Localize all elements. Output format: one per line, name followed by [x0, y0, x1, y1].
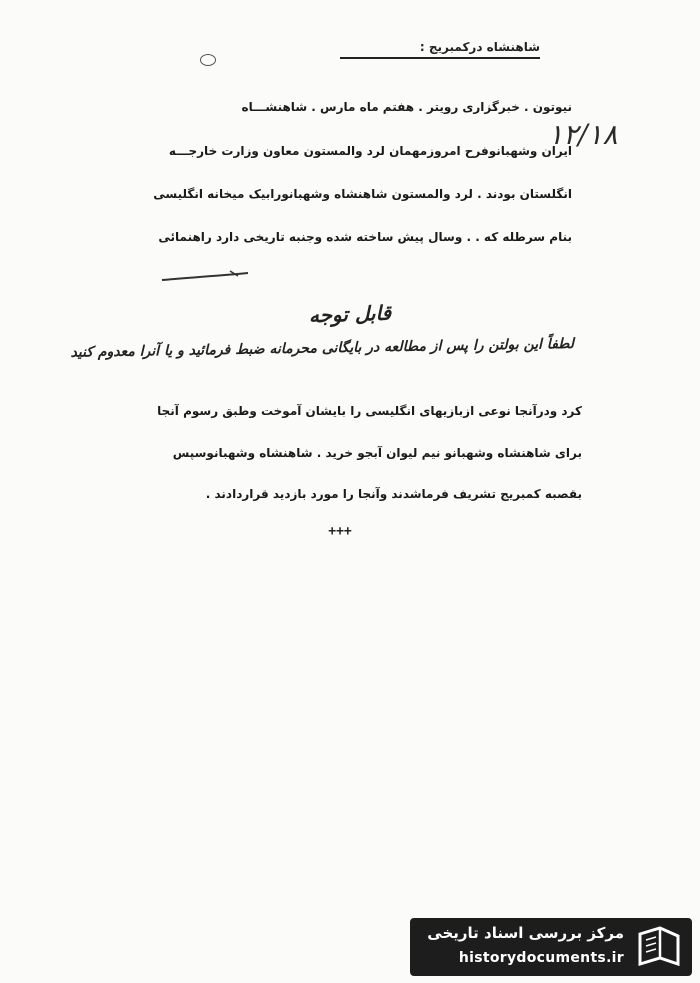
footer-name-fa: مرکز بررسی اسناد تاریخی — [427, 924, 624, 942]
footer-watermark — [410, 918, 692, 976]
handwritten-note: لطفاً این بولتن را پس از مطالعه در بایگانی محرمانه ضبط فرمائید و یا آنرا معدوم کنید — [70, 336, 575, 361]
circle-mark — [200, 54, 216, 66]
body-line-7: بقصبه کمبریج تشریف فرماشدند وآنجا را مورد بازدید قراردادند . — [205, 487, 582, 501]
body-line-2: ایران وشهبانوفرح امروزمهمان لرد والمستون معاون وزارت خارجـــه — [168, 144, 572, 158]
end-mark: +++ — [328, 524, 352, 539]
handwritten-title: قابل توجه — [308, 300, 392, 328]
body-line-4: بنام سرطله که . . وسال پیش ساخته شده وجنبه تاریخی دارد راهنمائی — [158, 230, 572, 244]
body-line-1: نیوتون . خبرگزاری رویتر . هفتم ماه مارس . شاهنشـــاه — [241, 100, 572, 114]
header-title: شاهنشاه درکمبریج : — [340, 40, 540, 59]
book-logo-icon — [634, 924, 684, 970]
pen-stroke — [160, 270, 250, 284]
body-line-5: کرد ودرآنجا نوعی ازبازیهای انگلیسی را بایشان آموخت وطبق رسوم آنجا — [157, 404, 582, 418]
handwritten-page-number: ۱۲/۱۸ — [548, 118, 618, 151]
body-line-3: انگلستان بودند . لرد والمستون شاهنشاه وشهبانورابیک میخانه انگلیسی — [153, 187, 572, 201]
body-line-6: برای شاهنشاه وشهبانو نیم لیوان آبجو خرید . شاهنشاه وشهبانوسپس — [172, 446, 582, 460]
footer-name-en: historydocuments.ir — [458, 950, 624, 966]
